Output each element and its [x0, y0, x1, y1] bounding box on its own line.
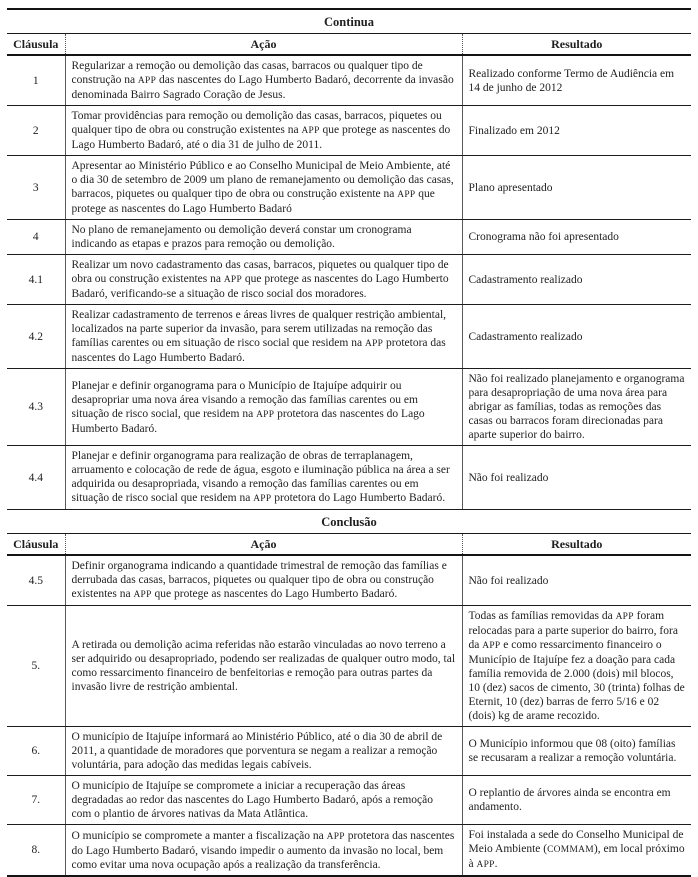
- clausula-cell: 2: [7, 106, 65, 156]
- section-title-row: [7, 9, 691, 34]
- small-caps-abbr: APP: [301, 126, 320, 136]
- clausula-cell: 7.: [7, 776, 65, 825]
- column-header-clausula: Cláusula: [7, 534, 65, 556]
- column-header-acao: Ação: [65, 34, 462, 56]
- clausula-cell: 3: [7, 156, 65, 220]
- table-row: [7, 305, 691, 369]
- small-caps-abbr: APP: [364, 339, 384, 349]
- table-row: [7, 55, 691, 106]
- table-row: [7, 776, 691, 825]
- acao-cell: No plano de remanejamento ou demolição deverá constar um cronograma indicando as etapas e prazos para remoção ou demolição.: [65, 220, 462, 255]
- resultado-cell: Cronograma não foi apresentado: [462, 220, 691, 255]
- small-caps-abbr: COMMAM: [547, 845, 594, 855]
- small-caps-abbr: APP: [397, 190, 416, 200]
- column-header-acao: Ação: [65, 534, 462, 556]
- acao-cell: O município de Itajuípe se compromete a iniciar a recuperação das áreas degradadas ao redor das nascentes do Lago Humberto Badaró, após a remoção com o plantio de árvores nativas da Mata Atlântica.: [65, 776, 462, 825]
- table-row: [7, 220, 691, 255]
- small-caps-abbr: APP: [482, 641, 501, 651]
- acao-cell: Planejar e definir organograma para realização de obras de terraplanagem, arruamento e colocação de rede de água, esgoto e iluminação pública na área a ser adquirida ou desapropriada, visando a remoção das famílias carentes ou em situação de risco social que residem na APP protetora do Lago Humberto Badaró.: [65, 446, 462, 510]
- column-header-resultado: Resultado: [462, 34, 691, 56]
- clausula-cell: 5.: [7, 606, 65, 727]
- small-caps-abbr: APP: [133, 590, 152, 600]
- small-caps-abbr: APP: [137, 76, 157, 86]
- table-row: [7, 446, 691, 510]
- resultado-cell: Cadastramento realizado: [462, 305, 691, 369]
- small-caps-abbr: APP: [615, 612, 634, 622]
- clausula-cell: 6.: [7, 727, 65, 776]
- resultado-cell: Plano apresentado: [462, 156, 691, 220]
- table-row: [7, 727, 691, 776]
- small-caps-abbr: APP: [253, 494, 272, 504]
- resultado-cell: O Município informou que 08 (oito) famílias se recusaram a realizar a remoção voluntária.: [462, 727, 691, 776]
- small-caps-abbr: APP: [326, 831, 345, 842]
- clausula-cell: 4.4: [7, 446, 65, 510]
- clausula-cell: 4.1: [7, 255, 65, 305]
- resultado-cell: Não foi realizado planejamento e organograma para desapropriação de uma nova área para abrigar as famílias, todas as remoções das casas ou barracos foram direcionadas para aparte superior do bairro.: [462, 369, 691, 446]
- acao-cell: Planejar e definir organograma para o Município de Itajuípe adquirir ou desapropriar uma nova área visando a remoção das famílias carentes ou em situação de risco social, que residem na APP protetora das nascentes do Lago Humberto Badaró.: [65, 369, 462, 446]
- section-title-row: [7, 510, 691, 534]
- section-title: Conclusão: [7, 510, 691, 534]
- resultado-cell: Realizado conforme Termo de Audiência em 14 de junho de 2012: [462, 55, 691, 106]
- column-header-row: [7, 534, 691, 556]
- clausula-cell: 4.5: [7, 555, 65, 606]
- acao-cell: O município de Itajuípe informará ao Ministério Público, até o dia 30 de abril de 2011, a quantidade de moradores que porventura se negam a realizar a remoção voluntária, para adoção das medidas legais cabíveis.: [65, 727, 462, 776]
- table-row: [7, 156, 691, 220]
- resultado-cell: O replantio de árvores ainda se encontra em andamento.: [462, 776, 691, 825]
- acao-cell: O município se compromete a manter a fiscalização na APP protetora das nascentes do Lago Humberto Badaró, visando impedir o aumento da invasão no local, bem como evitar uma nova ocupação após a realização da transferência.: [65, 825, 462, 877]
- resultado-cell: Não foi realizado: [462, 446, 691, 510]
- clausula-cell: 4.3: [7, 369, 65, 446]
- compliance-table: [7, 8, 691, 877]
- resultado-cell: Não foi realizado: [462, 555, 691, 606]
- acao-cell: Realizar cadastramento de terrenos e áreas livres de qualquer restrição ambiental, localizados na parte superior da invasão, para serem utilizadas na remoção das famílias carentes ou em situação de risco social que residem na APP protetora das nascentes do Lago Humberto Badaró.: [65, 305, 462, 369]
- resultado-cell: Todas as famílias removidas da APP foram relocadas para a parte superior do bairro, fora da APP e como ressarcimento financeiro o Município de Itajuípe fez a doação para cada família removida de 2.000 (dois) mil blocos, 10 (dez) sacos de cimento, 30 (trinta) folhas de Eternit, 10 (dez) barras de ferro 5/16 e 02 (dois) kg de arame recozido.: [462, 606, 691, 727]
- table-row: [7, 369, 691, 446]
- table-row: [7, 606, 691, 727]
- table-row: [7, 106, 691, 156]
- resultado-cell: Finalizado em 2012: [462, 106, 691, 156]
- resultado-cell: Foi instalada a sede do Conselho Municipal de Meio Ambiente (COMMAM), em local próximo à APP.: [462, 825, 691, 877]
- table-row: [7, 255, 691, 305]
- acao-cell: Realizar um novo cadastramento das casas, barracos, piquetes ou qualquer tipo de obra ou construção existentes na APP que protege as nascentes do Lago Humberto Badaró, verificando-se a situação de risco social dos moradores.: [65, 255, 462, 305]
- table-row: [7, 555, 691, 606]
- section-title: Continua: [7, 9, 691, 34]
- column-header-resultado: Resultado: [462, 534, 691, 556]
- acao-cell: Definir organograma indicando a quantidade trimestral de remoção das famílias e derrubada das casas, barracos, piquetes ou qualquer tipo de obra ou construção existentes na APP que protege as nascentes do Lago Humberto Badaró.: [65, 555, 462, 606]
- acao-cell: Apresentar ao Ministério Público e ao Conselho Municipal de Meio Ambiente, até o dia 30 de setembro de 2009 um plano de remanejamento ou demolição das casas, barracos, piquetes ou qualquer tipo de obra ou construção existente na APP que protege as nascentes do Lago Humberto Badaró: [65, 156, 462, 220]
- clausula-cell: 4.2: [7, 305, 65, 369]
- column-header-clausula: Cláusula: [7, 34, 65, 56]
- compliance-table-body: [7, 9, 691, 876]
- clausula-cell: 4: [7, 220, 65, 255]
- acao-cell: Tomar providências para remoção ou demolição das casas, barracos, piquetes ou qualquer tipo de obra ou construção existentes na APP que protege as nascentes do Lago Humberto Badaró, até o dia 31 de julho de 2011.: [65, 106, 462, 156]
- table-row: [7, 825, 691, 877]
- acao-cell: Regularizar a remoção ou demolição das casas, barracos ou qualquer tipo de construção na APP das nascentes do Lago Humberto Badaró, decorrente da invasão denominada Bairro Sagrado Coração de Jesus.: [65, 55, 462, 106]
- clausula-cell: 8.: [7, 825, 65, 877]
- small-caps-abbr: APP: [223, 275, 243, 285]
- small-caps-abbr: APP: [476, 860, 495, 870]
- resultado-cell: Cadastramento realizado: [462, 255, 691, 305]
- small-caps-abbr: APP: [256, 409, 275, 420]
- column-header-row: [7, 34, 691, 56]
- clausula-cell: 1: [7, 55, 65, 106]
- acao-cell: A retirada ou demolição acima referidas não estarão vinculadas ao novo terreno a ser adquirido ou desapropriado, podendo ser realizadas de qualquer outro modo, tal como ressarcimento financeiro de benfeitorias e remoção para outras partes da invasão livre de restrição ambiental.: [65, 606, 462, 727]
